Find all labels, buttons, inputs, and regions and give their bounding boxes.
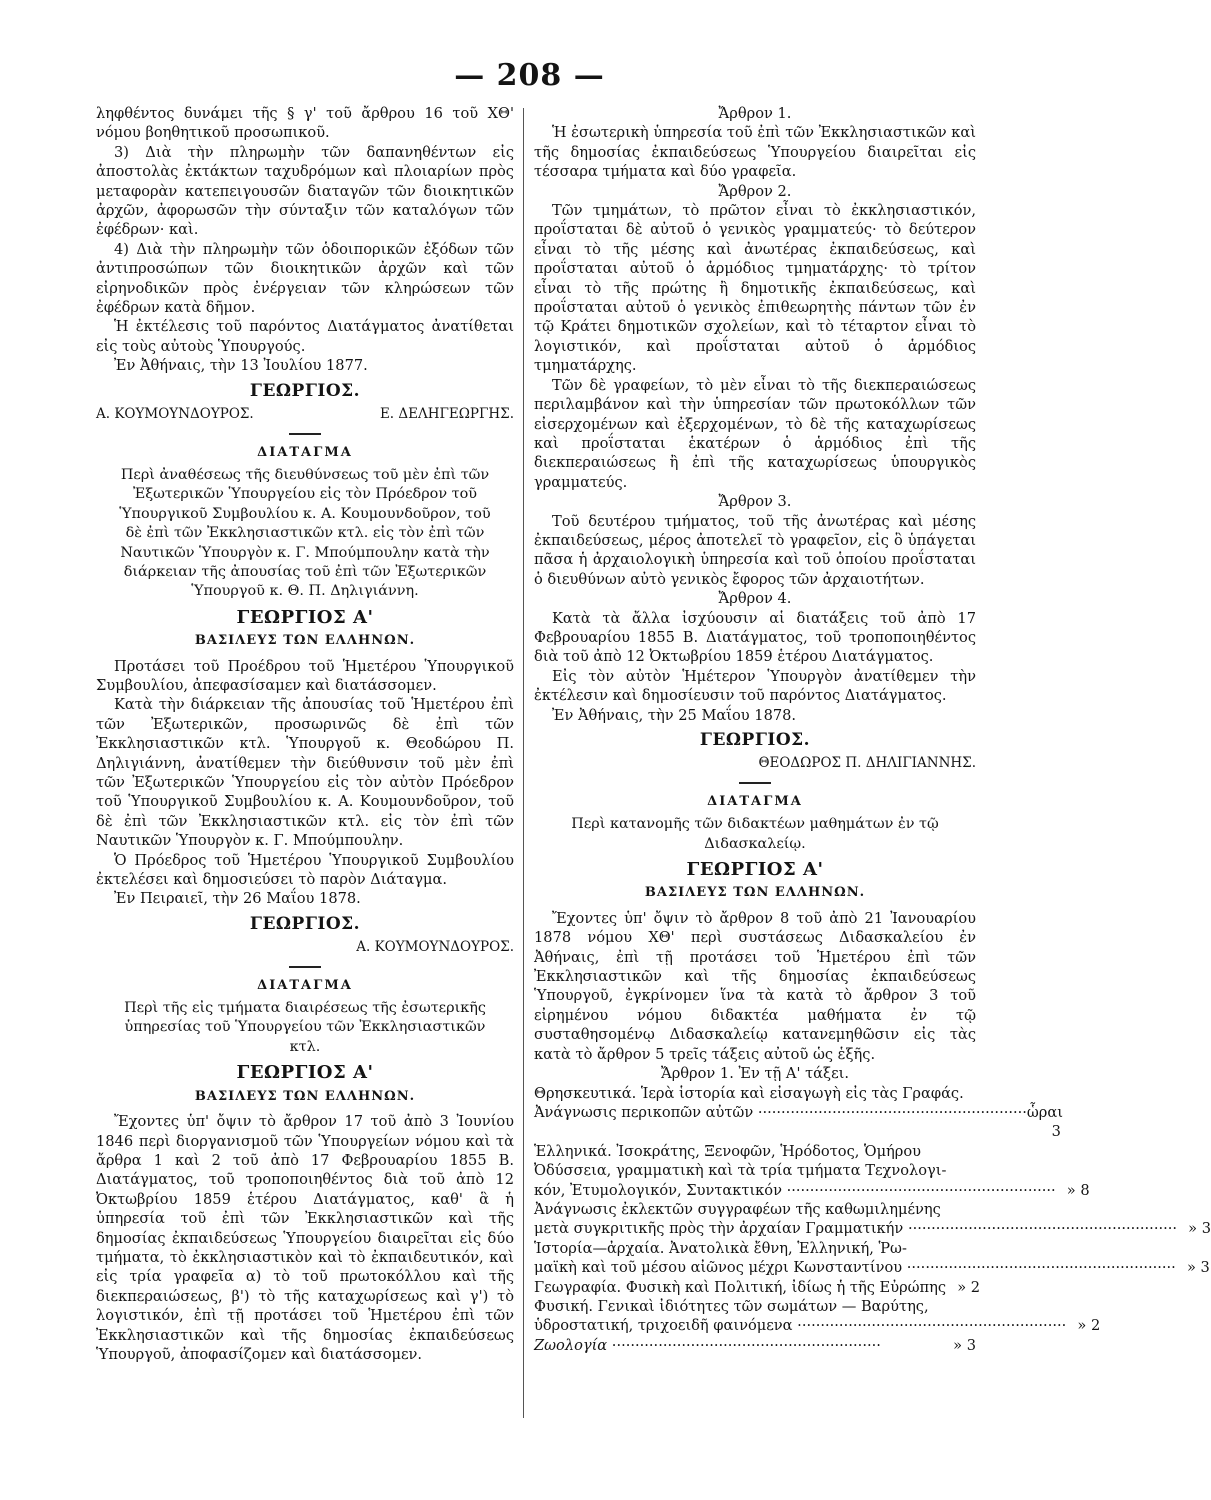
king-signature: ΓΕΩΡΓΙΟΣ. [699, 730, 811, 750]
paragraph: ληφθέντος δυνάμει τῆς § γ' τοῦ ἄρθρου 16 τοῦ ΧΘ' νόμου βοηθητικοῦ προσωπικοῦ. [96, 105, 514, 142]
lesson-hours: » 2 [957, 1278, 981, 1296]
lesson-hours: » 3 [953, 1336, 976, 1354]
date-line: Ἐν Ἀθήναις, τὴν 25 Μαΐου 1878. [552, 706, 797, 724]
decree-title: ΔΙΑΤΑΓΜΑ [257, 444, 353, 460]
lesson-text: κόν, Ἐτυμολογικόν, Συντακτικόν ·························································· [534, 1181, 1056, 1199]
lesson-text: Γεωγραφία. Φυσικὴ καὶ Πολιτική, ἰδίως ἡ τῆς Εὐρώπης [534, 1278, 947, 1296]
lesson-text: ὑδροστατική, τριχοειδῆ φαινόμενα ·························································· [534, 1317, 1067, 1335]
lesson-row [534, 1297, 976, 1316]
king-heading: ΓΕΩΡΓΙΟΣ Α' [236, 1062, 374, 1084]
article-heading: Ἄρθρον 4. [718, 590, 792, 608]
lesson-hours: » 8 [1066, 1181, 1090, 1199]
paragraph: Τοῦ δευτέρου τμήματος, τοῦ τῆς ἀνωτέρας καὶ μέσης ἐκπαιδεύσεως, μέρος ἀποτελεῖ τὸ γραφεῖον, εἰς ὃ ὑπάγεται πᾶσα ἡ ἀρχαιολογικὴ ὑπηρεσία καὶ τοῦ ὁποίου προΐσταται ὁ διευθύνων αὐτὸ γενικὸς ἔφορος τῶν ἀρχαιοτήτων. [534, 512, 976, 588]
paragraph: Εἰς τὸν αὐτὸν Ἡμέτερον Ὑπουργὸν ἀνατίθεμεν τὴν ἐκτέλεσιν καὶ δημοσίευσιν τοῦ παρόντος Διατάγματος. [534, 667, 976, 705]
column-divider [523, 108, 524, 1418]
signer: Ε. ΔΕΛΗΓΕΩΡΓΗΣ. [379, 406, 514, 423]
king-signature: ΓΕΩΡΓΙΟΣ. [249, 380, 361, 401]
lesson-text: μετὰ συγκριτικῆς πρὸς τὴν ἀρχαίαν Γραμματικήν ·························································· [534, 1220, 1178, 1238]
lesson-row [534, 1278, 981, 1297]
king-subheading: ΒΑΣΙΛΕΥΣ ΤΩΝ ΕΛΛΗΝΩΝ. [194, 633, 416, 649]
lesson-text: Φυσική. Γενικαὶ ἰδιότητες τῶν σωμάτων — Βαρύτης, [534, 1297, 929, 1315]
paragraph: Ἔχοντες ὑπ' ὄψιν τὸ ἄρθρον 8 τοῦ ἀπὸ 21 Ἰανουαρίου 1878 νόμου ΧΘ' περὶ συστάσεως Διδασκαλείου ἐν Ἀθήναις, ἐπὶ τῇ προτάσει τοῦ Ἡμετέρου ἐπὶ τῶν Ἐκκλησιαστικῶν καὶ τῆς δημοσίας ἐκπαιδεύσεως Ὑπουργοῦ, ἐγκρίνομεν ἵνα τὰ κατὰ τὸ ἄρθρον 3 τοῦ εἰρημένου νόμου διδακτέα μαθήματα ἐν τῷ συσταθησομένῳ Διδασκαλείῳ κατανεμηθῶσιν εἰς τὰς κατὰ τὸ ἄρθρον 5 τρεῖς τάξεις αὐτοῦ ὡς ἑξῆς. [534, 909, 976, 1063]
paragraph: 3) Διὰ τὴν πληρωμὴν τῶν δαπανηθέντων εἰς ἀποστολὰς ἐκτάκτων ταχυδρόμων καὶ πλοιαρίων πρὸς μεταφορὰν κατεπειγουσῶν διαταγῶν τῶν διοικητικῶν ἀρχῶν, ἀφορωσῶν τὴν σύνταξιν τῶν καταλόγων τῶν ἐφέδρων· καὶ. [96, 143, 514, 239]
lesson-hours: ὧραι 3 [1026, 1103, 1063, 1141]
lesson-row [534, 1336, 976, 1355]
paragraph: Ἔχοντες ὑπ' ὄψιν τὸ ἄρθρον 17 τοῦ ἀπὸ 3 Ἰουνίου 1846 περὶ διοργανισμοῦ τῶν Ὑπουργείων νόμου καὶ τὰ ἄρθρα 1 καὶ 2 τοῦ ἀπὸ 17 Φεβρουαρίου 1855 Β. Διατάγματος, τοῦ τροποποιηθέντος διὰ τοῦ ἀπὸ 12 Ὀκτωβρίου 1859 ἑτέρου Διατάγματος, καθ' ἃ ἡ ὑπηρεσία τοῦ ἐπὶ τῶν Ἐκκλησιαστικῶν καὶ τῆς δημοσίας ἐκπαιδεύσεως Ὑπουργείου διαιρεῖται εἰς δύο τμήματα, τὸ ἐκκλησιαστικὸν καὶ τὸ ἐκπαιδευτικόν, καὶ εἰς τρία γραφεῖα α) τὸ τοῦ πρωτοκόλλου καὶ τῆς διεκπεραιώσεως, β') τὸ τῆς καταχωρίσεως καὶ γ') τὸ λογιστικόν, ἐπὶ τῇ προτάσει τοῦ Ἡμετέρου ἐπὶ τῶν Ἐκκλησιαστικῶν καὶ τῆς δημοσίας ἐκπαιδεύσεως Ὑπουργοῦ, ἀποφασίζομεν καὶ διατάσσομεν. [96, 1113, 514, 1363]
paragraph: Προτάσει τοῦ Προέδρου τοῦ Ἡμετέρου Ὑπουργικοῦ Συμβουλίου, ἀπεφασίσαμεν καὶ διατάσσομεν. [96, 657, 514, 694]
lesson-text: Ὀδύσσεια, γραμματικὴ καὶ τὰ τρία τμήματα Τεχνολογι- [534, 1162, 947, 1180]
lesson-row [534, 1200, 976, 1219]
article-heading: Ἄρθρον 3. [718, 493, 792, 511]
lesson-text: Ἑλληνικά. Ἰσοκράτης, Ξενοφῶν, Ἡρόδοτος, Ὁμήρου [534, 1142, 922, 1160]
separator-rule [739, 782, 771, 784]
lesson-row [534, 1103, 1063, 1142]
king-subheading: ΒΑΣΙΛΕΥΣ ΤΩΝ ΕΛΛΗΝΩΝ. [194, 1088, 416, 1104]
article-heading: Ἄρθρον 2. [718, 182, 792, 200]
lesson-row [534, 1316, 1101, 1335]
lesson-row [534, 1142, 976, 1161]
lesson-row [534, 1239, 976, 1258]
page-number: — 208 — [454, 58, 605, 93]
lesson-row [534, 1181, 1090, 1200]
article-heading: Ἄρθρον 1. Ἐν τῇ Α' τάξει. [660, 1065, 849, 1083]
king-subheading: ΒΑΣΙΛΕΥΣ ΤΩΝ ΕΛΛΗΝΩΝ. [644, 885, 866, 901]
decree-title: ΔΙΑΤΑΓΜΑ [257, 977, 353, 993]
lesson-row [534, 1258, 1210, 1277]
paragraph: 4) Διὰ τὴν πληρωμὴν τῶν ὁδοιπορικῶν ἐξόδων τῶν ἀντιπροσώπων τῶν διοικητικῶν ἀρχῶν καὶ τῶν εἰρηνοδικῶν πρὸς ἐνέργειαν τῶν κληρώσεων τῶν ἐφέδρων κατὰ δῆμον. [96, 240, 514, 317]
lesson-row [534, 1219, 1211, 1238]
right-column [534, 104, 1211, 1355]
king-signature: ΓΕΩΡΓΙΟΣ. [249, 913, 361, 934]
paragraph: Κατὰ τὴν διάρκειαν τῆς ἀπουσίας τοῦ Ἡμετέρου ἐπὶ τῶν Ἐξωτερικῶν, προσωρινῶς δὲ ἐπὶ τῶν Ἐκκλησιαστικῶν κτλ. Ὑπουργοῦ κ. Θεοδώρου Π. Δηλιγιάννη, ἀνατίθεμεν τὴν διεύθυνσιν τοῦ μὲν ἐπὶ τῶν Ἐξωτερικῶν Ὑπουργείου εἰς τὸν αὐτὸν Πρόεδρον τοῦ Ὑπουργικοῦ Συμβουλίου κ. Α. Κουμουνδοῦρον, τοῦ δὲ ἐπὶ τῶν Ἐκκλησιαστικῶν κτλ. εἰς τὸν ἐπὶ τῶν Ναυτικῶν Ὑπουργὸν κ. Γ. Μπούμπουλην. [96, 696, 514, 850]
signer: Α. ΚΟΥΜΟΥΝΔΟΥΡΟΣ. [96, 406, 254, 423]
lesson-text: Ζωολογία ·························································· [534, 1336, 881, 1354]
paragraph: Κατὰ τὰ ἄλλα ἰσχύουσιν αἱ διατάξεις τοῦ ἀπὸ 17 Φεβρουαρίου 1855 Β. Διατάγματος, τοῦ τροποποιηθέντος διὰ τοῦ ἀπὸ 12 Ὀκτωβρίου 1859 ἑτέρου Διατάγματος. [534, 609, 976, 666]
paragraph: Ἡ ἐκτέλεσις τοῦ παρόντος Διατάγματος ἀνατίθεται εἰς τοὺς αὐτοὺς Ὑπουργούς. [96, 318, 514, 355]
paragraph: Ὁ Πρόεδρος τοῦ Ἡμετέρου Ὑπουργικοῦ Συμβουλίου ἐκτελέσει καὶ δημοσιεύσει τὸ παρὸν Διάταγμα. [96, 851, 514, 889]
lesson-text: Ἀνάγνωσις περικοπῶν αὐτῶν ·························································· [534, 1103, 1027, 1121]
decree-caption: Περὶ ἀναθέσεως τῆς διευθύνσεως τοῦ μὲν ἐπὶ τῶν Ἐξωτερικῶν Ὑπουργείου εἰς τὸν Πρόεδρον τοῦ Ὑπουργικοῦ Συμβουλίου κ. Α. Κουμουνδοῦρον, τοῦ δὲ ἐπὶ τῶν Ἐκκλησιαστικῶν κτλ. εἰς τὸν ἐπὶ τῶν Ναυτικῶν Ὑπουργὸν κ. Γ. Μπούμπουλην κατὰ τὴν διάρκειαν τῆς ἀπουσίας τοῦ ἐπὶ τῶν Ἐξωτερικῶν Ὑπουργοῦ κ. Θ. Π. Δηλιγιάννη. [119, 466, 491, 600]
decree-caption: Περὶ κατανομῆς τῶν διδακτέων μαθημάτων ἐν τῷ Διδασκαλείῳ. [571, 816, 939, 852]
date-line: Ἐν Ἀθήναις, τὴν 13 Ἰουλίου 1877. [114, 357, 368, 375]
signer: Α. ΚΟΥΜΟΥΝΔΟΥΡΟΣ. [356, 939, 514, 956]
lesson-hours: » 3 [1186, 1259, 1210, 1277]
decree-title: ΔΙΑΤΑΓΜΑ [707, 793, 803, 809]
separator-rule [289, 966, 321, 968]
king-heading: ΓΕΩΡΓΙΟΣ Α' [236, 606, 374, 628]
left-column [96, 104, 514, 1364]
signer: ΘΕΟΔΩΡΟΣ Π. ΔΗΛΙΓΙΑΝΝΗΣ. [758, 755, 976, 772]
separator-rule [289, 433, 321, 435]
decree-caption: Περὶ τῆς εἰς τμήματα διαιρέσεως τῆς ἐσωτερικῆς ὑπηρεσίας τοῦ Ὑπουργείου τῶν Ἐκκλησιαστικῶν κτλ. [124, 1000, 486, 1055]
lesson-text: Ἱστορία—ἀρχαία. Ἀνατολικὰ ἔθνη, Ἑλληνική, Ῥω- [534, 1239, 907, 1257]
signers-row [96, 405, 514, 424]
lesson-row [534, 1084, 976, 1103]
paragraph: Τῶν δὲ γραφείων, τὸ μὲν εἶναι τὸ τῆς διεκπεραιώσεως περιλαμβάνον καὶ τὴν ὑπηρεσίαν τῶν πρωτοκόλλων τῶν εἰσερχομένων καὶ ἐξερχομένων, τὸ δὲ τῆς καταχωρίσεως καὶ προΐσταται ἑκατέρων ὁ ἁρμόδιος ἐπὶ τῆς διεκπεραιώσεως ἢ ἐπὶ τῆς καταχωρίσεως ὑπουργικὸς γραμματεύς. [534, 376, 976, 491]
paragraph: Ἡ ἐσωτερικὴ ὑπηρεσία τοῦ ἐπὶ τῶν Ἐκκλησιαστικῶν καὶ τῆς δημοσίας ἐκπαιδεύσεως Ὑπουργείου διαιρεῖται εἰς τέσσαρα τμήματα καὶ δύο γραφεῖα. [534, 124, 976, 181]
lesson-hours: » 2 [1077, 1317, 1101, 1335]
lesson-text: Ἀνάγνωσις ἐκλεκτῶν συγγραφέων τῆς καθωμιλημένης [534, 1200, 941, 1218]
date-line: Ἐν Πειραιεῖ, τὴν 26 Μαΐου 1878. [114, 890, 361, 908]
lesson-hours: » 3 [1188, 1220, 1211, 1238]
lesson-text: Θρησκευτικά. Ἱερὰ ἱστορία καὶ εἰσαγωγὴ εἰς τὰς Γραφάς. [534, 1084, 964, 1102]
article-heading: Ἄρθρον 1. [718, 105, 792, 122]
lesson-row [534, 1161, 976, 1180]
paragraph: Τῶν τμημάτων, τὸ πρῶτον εἶναι τὸ ἐκκλησιαστικόν, προΐσταται δὲ αὐτοῦ ὁ γενικὸς γραμματεύς· τὸ δεύτερον εἶναι τὸ τῆς μέσης καὶ ἀνωτέρας ἐκπαιδεύσεως, καὶ προΐσταται αὐτοῦ ὁ ἁρμόδιος τμηματάρχης· τὸ τρίτον εἶναι τὸ τῆς πρώτης ἢ δημοτικῆς ἐκπαιδεύσεως, καὶ προΐσταται αὐτοῦ ὁ γενικὸς ἐπιθεωρητὴς πάντων τῶν ἐν τῷ Κράτει δημοτικῶν σχολείων, καὶ τὸ τέταρτον εἶναι τὸ λογιστικόν, καὶ προΐσταται αὐτοῦ ὁ ἁρμόδιος τμηματάρχης. [534, 202, 976, 375]
lesson-text: μαϊκὴ καὶ τοῦ μέσου αἰῶνος μέχρι Κωνσταντίνου ·························································· [534, 1259, 1176, 1277]
king-heading: ΓΕΩΡΓΙΟΣ Α' [686, 859, 824, 881]
